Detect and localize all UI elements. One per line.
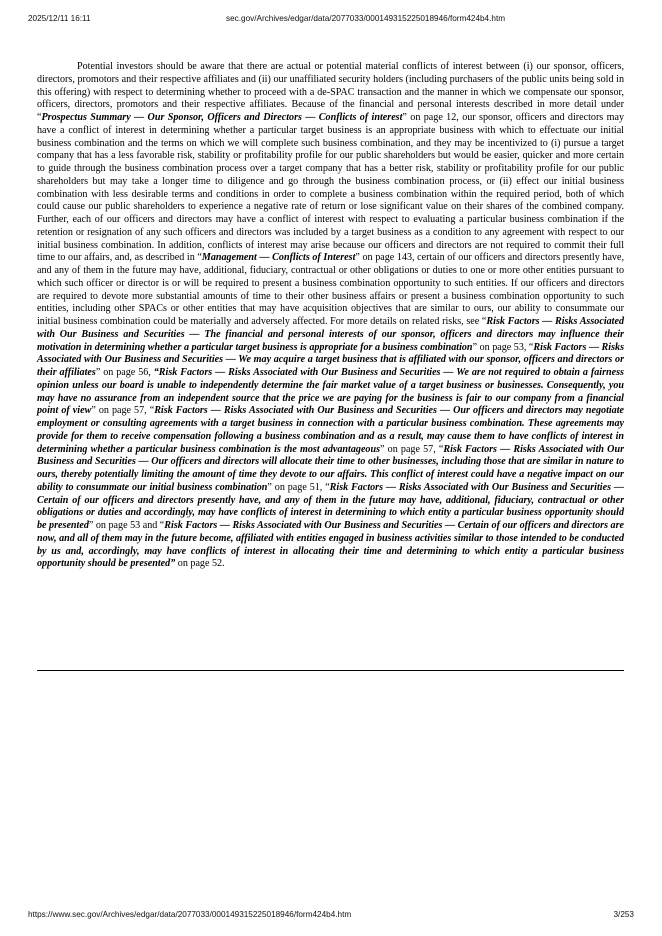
conflicts-of-interest-paragraph [37,61,624,571]
cross-reference: Risk Factors — Risks Associated with Our Business and Securities — The financial and personal interests of our sponsor, officers and directors may influence their motivation in determining whether a particular target business is appropriate for a business combination [37,316,624,353]
page-indicator: 3/253 [613,910,634,919]
print-url: https://www.sec.gov/Archives/edgar/data/2077033/000149315225018946/form424b4.htm [28,910,352,919]
cross-reference: Risk Factors — Risks Associated with Our Business and Securities — Certain of our officers and directors are now, and all of them may in the future become, affiliated with entities engaged in business activities similar to those intended to be conducted by us and, accordingly, may have conflicts of interest in allocating their time and determining to which entity a particular business opportunity should be presented” [37,520,624,570]
text-run: ” on page 53, “ [472,341,534,353]
text-run: Potential investors should be aware that there are actual or potential material conflicts of interest between (i) our sponsor, officers, directors, promotors and their respective affiliates and (ii) our unaffiliated security holders (including purchasers of the public units being sold in this offering) with respect to determining whether to proceed with a de-SPAC transaction and the manner in which we compensate our sponsor, officers, directors, promotors and their respective affiliates. Because of the financial and personal interests described in more detail under “ [37,61,624,123]
cross-reference: Risk Factors — Risks Associated with Our Business and Securities —Certain of our officers and directors presently have, and any of them in the future may have, additional, fiduciary, contractual or other obligations or duties and accordingly, may have conflicts of interest in determining to which entity a particular business opportunity should be presented [37,481,624,531]
page-divider [37,670,624,671]
text-run: ” on page 51, “ [267,481,330,493]
cross-reference: Risk Factors — Risks Associated with Our Business and Securities — We may acquire a target business that is affiliated with our sponsor, officers and directors or their affiliates [37,341,625,378]
text-run: ” on page 12, our sponsor, officers and directors may have a conflict of interest in determining whether a particular target business is an appropriate business with which to effectuate our initial business combination and the terms on which we will complete such business combination, and they may be incentivized to (i) pursue a target company that has a less favorable risk, stability or profitability profile for our public shareholders but would be easier, quicker and more certain to guide through the business combination process over a target company that has a better risk, stability or profitability profile for our public shareholders but may take a longer time to diligence and go through the business combination process, or (ii) effect our initial business combination with less desirable terms and conditions in order to complete a business combination within the required period, both of which could cause our public shareholders to experience a negative rate of return or lose significant value on their shares of the combined company. Further, each of our officers and directors may have a conflict of interest with respect to evaluating a particular business combination if the retention or resignation of any such officers and directors was included by a target business as a condition to any agreement with respect to our initial business combination. In addition, conflicts of interest may arise because our officers and directors are not required to commit their full time to our affairs, and, as described in “ [37,112,624,264]
text-run: ” on page 143, certain of our officers and directors presently have, and any of them in the future may have, additional, fiduciary, contractual or other obligations or duties to one or more other entities pursuant to which such officer or director is or will be required to present a business combination opportunity to such entities. If our officers and directors are required to devote more substantial amounts of time to their other business affairs or present a business combination opportunity to such entities, including other SPACs or other entities that may have acquisition objectives that are similar to ours, our ability to consummate our initial business combination could be materially and adversely affected. For more details on related risks, see “ [37,252,624,327]
print-datetime: 2025/12/11 16:11 [28,14,91,23]
text-run: ” on page 57, “ [91,405,155,417]
print-header [28,14,634,26]
text-run: ” on page 53 and “ [88,520,165,531]
text-run: ” on page 57, “ [380,443,444,455]
cross-reference: Risk Factors — Risks Associated with Our Business and Securities — Our officers and directors will allocate their time to other businesses, including those that are similar in nature to ours, thereby potentially limiting the amount of time they devote to our affairs. This conflict of interest could have a negative impact on our ability to consummate our initial business combination [37,443,624,493]
cross-reference: Management — Conflicts of Interest [201,252,356,264]
cross-reference: Risk Factors — Risks Associated with Our Business and Securities — Our officers and directors may negotiate employment or consulting agreements with a target business in connection with a particular business combination. These agreements may provide for them to receive compensation following a business combination and as a result, may cause them to have conflicts of interest in determining whether a particular business combination is the most advantageous [37,405,625,455]
cross-reference: “Risk Factors — Risks Associated with Our Business and Securities — We are not required to obtain a fairness opinion unless our board is unable to independently determine the fair market value of a target business or businesses. Consequently, you may have no assurance from an independent source that the price we are paying for the business is fair to our company from a financial point of view [37,367,624,417]
cross-reference: Prospectus Summary — Our Sponsor, Officers and Directors — Conflicts of interest [41,112,403,123]
text-run: on page 52. [175,558,225,570]
text-run: ” on page 56, [95,367,154,378]
document-body [37,61,624,571]
print-footer [28,910,634,922]
print-page-title: sec.gov/Archives/edgar/data/2077033/000149315225018946/form424b4.htm [226,14,506,23]
